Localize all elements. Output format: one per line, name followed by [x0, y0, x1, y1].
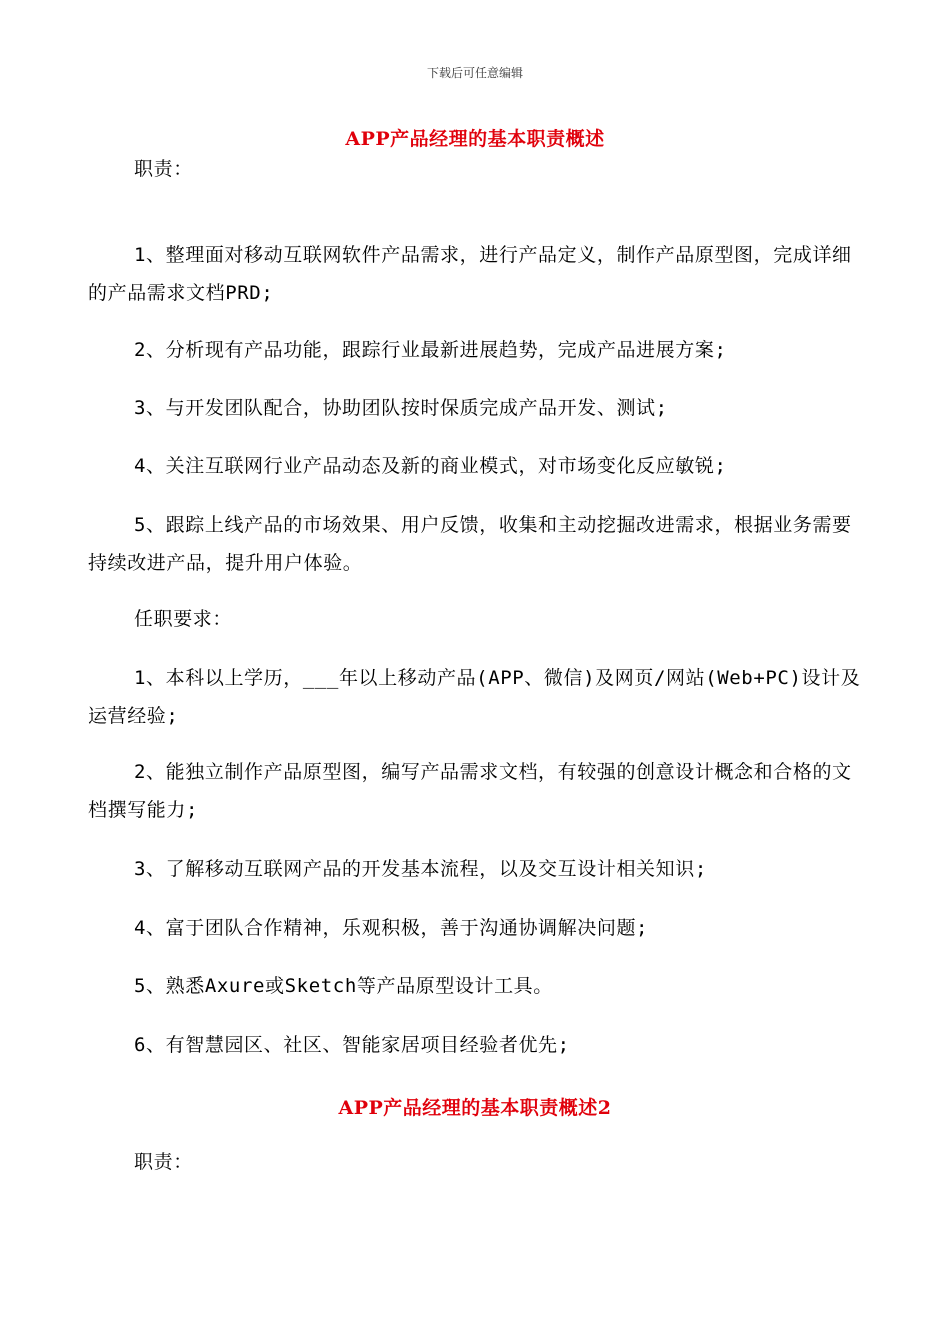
document-title: APP产品经理的基本职责概述	[345, 128, 605, 150]
duties-label-2: 职责：	[134, 1151, 193, 1173]
requirement-item-1: 1、本科以上学历，___年以上移动产品(APP、微信)及网页/网站(Web+PC)设计及运营经验;	[88, 667, 861, 727]
page-header-note: 下载后可任意编辑	[426, 66, 523, 80]
requirement-item-3: 3、了解移动互联网产品的开发基本流程，以及交互设计相关知识;	[134, 858, 707, 880]
document-title-2: APP产品经理的基本职责概述2	[338, 1097, 612, 1119]
requirement-item-2: 2、能独立制作产品原型图，编写产品需求文档，有较强的创意设计概念和合格的文档撰写能力;	[88, 761, 852, 821]
requirement-item-5: 5、熟悉Axure或Sketch等产品原型设计工具。	[134, 975, 553, 997]
requirement-item-4: 4、富于团队合作精神，乐观积极，善于沟通协调解决问题;	[134, 917, 649, 939]
duty-item-1: 1、整理面对移动互联网软件产品需求，进行产品定义，制作产品原型图，完成详细的产品需求文档PRD;	[88, 244, 852, 304]
duty-item-3: 3、与开发团队配合，协助团队按时保质完成产品开发、测试;	[134, 397, 668, 419]
requirement-item-6: 6、有智慧园区、社区、智能家居项目经验者优先;	[134, 1034, 570, 1056]
duties-label: 职责：	[134, 158, 193, 180]
duty-item-2: 2、分析现有产品功能，跟踪行业最新进展趋势，完成产品进展方案;	[134, 339, 727, 361]
duty-item-4: 4、关注互联网行业产品动态及新的商业模式，对市场变化反应敏锐;	[134, 455, 727, 477]
requirements-label: 任职要求：	[134, 608, 233, 630]
duty-item-5: 5、跟踪上线产品的市场效果、用户反馈，收集和主动挖掘改进需求，根据业务需要持续改进产品，提升用户体验。	[88, 514, 852, 574]
